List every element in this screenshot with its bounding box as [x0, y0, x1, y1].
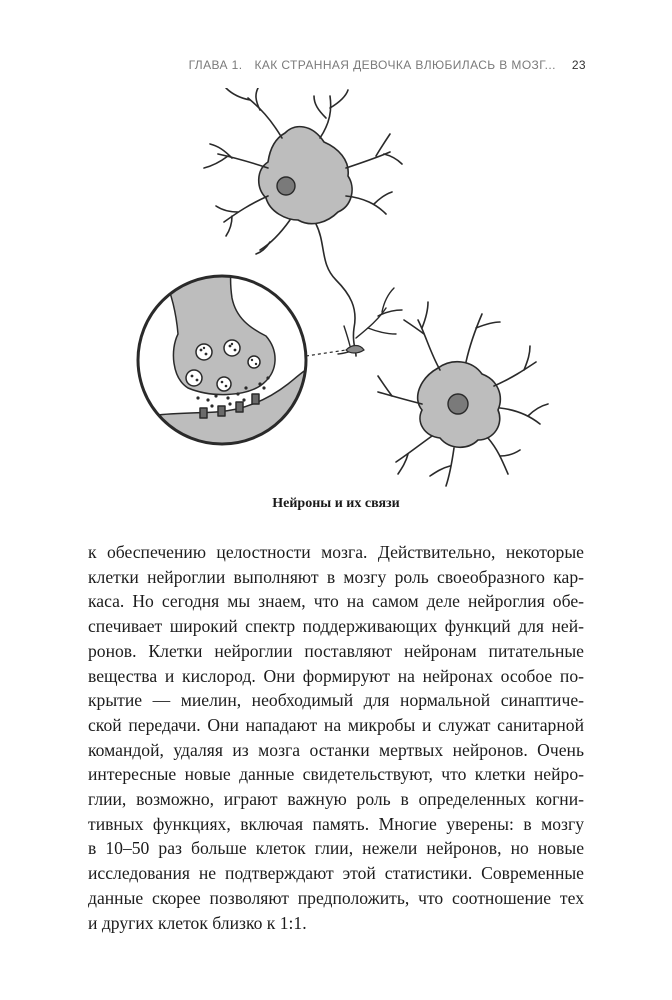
running-header — [130, 58, 586, 72]
zoom-connector — [306, 350, 346, 356]
body-line: клетки нейроглии выполняют в мозгу роль своеобразного кар- — [88, 566, 584, 587]
chapter-title: КАК СТРАННАЯ ДЕВОЧКА ВЛЮБИЛАСЬ В МОЗГ... — [254, 58, 556, 72]
body-line: в 10–50 раз больше клеток глии, нежели нейронов, но новые — [88, 838, 584, 859]
body-line: глии, возможно, играют важную роль в определенных когни- — [88, 789, 584, 810]
body-line: крытие — миелин, необходимый для нормальной синаптиче- — [88, 690, 584, 711]
body-line: ронов. Клетки нейроглии поставляют нейронам питательные — [88, 640, 584, 661]
body-line: вещества и кислород. Они формируют на нейронах особое по- — [88, 665, 584, 686]
lower-neuron — [378, 302, 548, 486]
page-number: 23 — [571, 58, 586, 72]
body-line: исследования не подтверждают этой статистики. Современные — [88, 863, 584, 884]
body-line: данные скорее позволяют предположить, что соотношение тех — [88, 887, 584, 908]
body-line: каса. Но сегодня мы знаем, что на самом деле нейроглия обе- — [88, 591, 584, 612]
body-line: спечивает широкий спектр поддерживающих функций для ней- — [88, 616, 584, 637]
body-line: ской передачи. Они нападают на микробы и служат санитарной — [88, 714, 584, 735]
body-line: командой, удаляя из мозга останки мертвых нейронов. Очень — [88, 739, 584, 760]
figure-caption: Нейроны и их связи — [272, 496, 400, 511]
body-line: и других клеток близко к 1:1. — [88, 912, 307, 933]
body-line: интересные новые данные свидетельствуют, что клетки нейро- — [88, 764, 584, 785]
chapter-label: ГЛАВА 1. — [188, 58, 243, 72]
body-line: тивных функциях, включая память. Многие уверены: в мозгу — [88, 813, 584, 834]
neuron-illustration — [120, 88, 560, 488]
synapse-magnification — [120, 264, 320, 448]
body-text — [88, 540, 584, 935]
body-line: к обеспечению целостности мозга. Действительно, некоторые — [88, 542, 584, 562]
